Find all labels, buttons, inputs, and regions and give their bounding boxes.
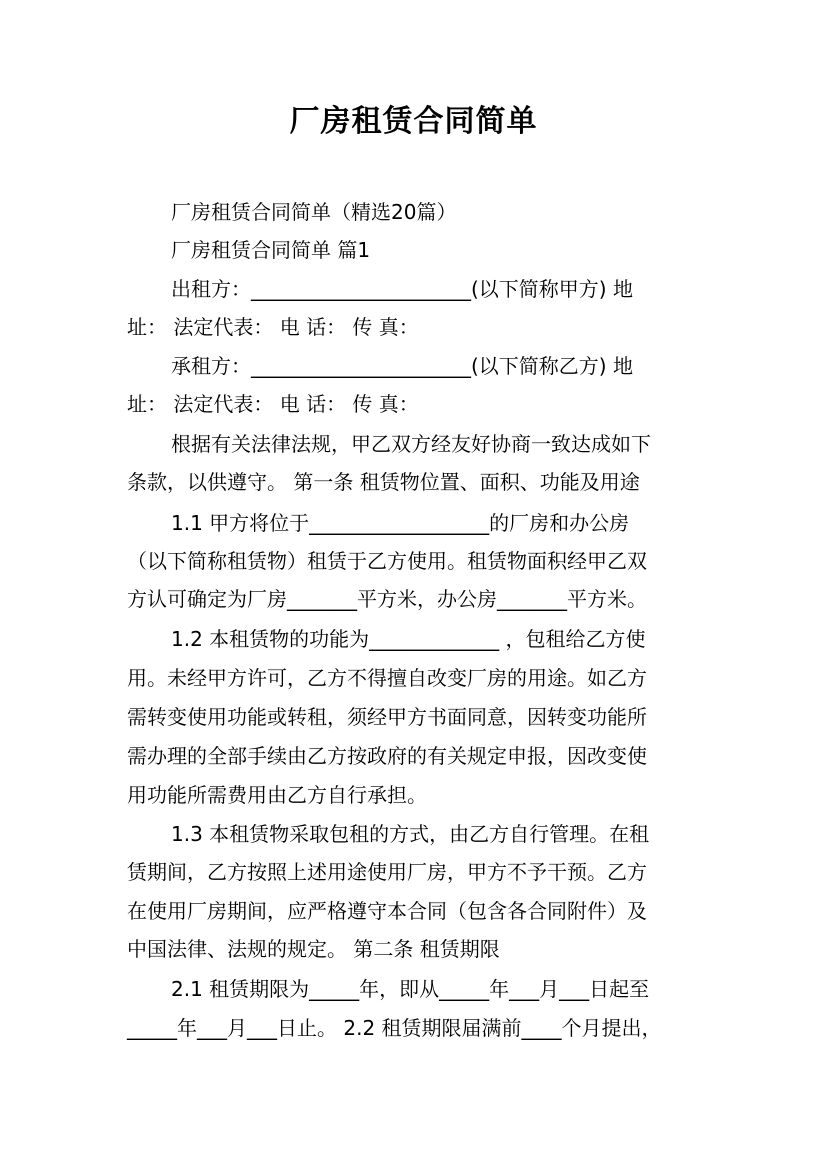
- document-page: 厂房租赁合同简单 厂房租赁合同简单（精选20篇） 厂房租赁合同简单 篇1 出租方：______________________(以下简称甲方) 地 址： 法定代表： 电 话： 传 真： 承租方：______________________(以下简称乙方) 地 址： 法定代表： 电 话： 传 真： 根据有关法律法规，甲乙双方经友好协商一致达成如下 条款，以供遵守。 第一条 租赁物位置、面积、功能及用途 1.1 甲方将位于__________________的厂房和办公房 （以下简称租赁物）租赁于乙方使用。租赁物面积经甲乙双 方认可确定为厂房_______平方米，办公房_______平方米。 1.2 本租赁物的功能为_____________ ，包租给乙方使 用。未经甲方许可，乙方不得擅自改变厂房的用途。如乙方 需转变使用功能或转租，须经甲方书面同意，因转变功能所 需办理的全部手续由乙方按政府的有关规定申报，因改变使 用功能所需费用由乙方自行承担。 1.3 本租赁物采取包租的方式，由乙方自行管理。在租 赁期间，乙方按照上述用途使用厂房，甲方不予干预。乙方 在使用厂房期间，应严格遵守本合同（包含各合同附件）及 中国法律、法规的规定。 第二条 租赁期限 2.1 租赁期限为_____年，即从_____年___月___日起至 _____年___月___日止。 2.2 租赁期限届满前____个月提出，: [0, 0, 827, 1170]
- document-title: 厂房租赁合同简单: [289, 104, 538, 139]
